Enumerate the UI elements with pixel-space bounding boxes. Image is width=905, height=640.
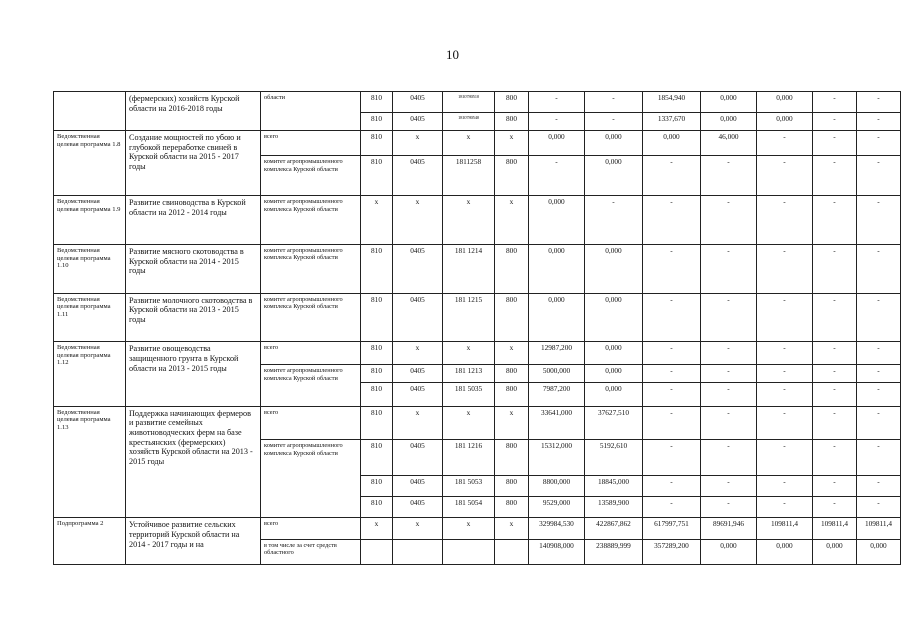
code-cell-c1: 810 [361,131,393,156]
value-cell: - [813,92,857,113]
name-cell: Устойчивое развитие сельских территорий Курской области на 2014 - 2017 годы и на [126,518,261,565]
name-cell: Развитие овощеводства защищенного грунта в Курской области на 2013 - 2015 годы [126,342,261,406]
value-cell: - [857,383,901,406]
code-cell-c2: x [393,131,443,156]
value-cell: 1854,940 [643,92,701,113]
budget-table [53,91,901,565]
value-cell: - [701,383,757,406]
name-cell: Развитие свиноводства в Курской области на 2012 - 2014 годы [126,196,261,245]
value-cell: 109811,4 [813,518,857,539]
code-cell-c4: 800 [495,156,529,196]
value-cell: 1337,670 [643,113,701,131]
name-cell: Развитие молочного скотоводства в Курской области на 2013 - 2015 годы [126,293,261,342]
code-cell-c2: x [393,342,443,365]
program-cell: Ведомственная целевая программа 1.10 [54,245,126,294]
code-cell-c1: 810 [361,440,393,476]
value-cell: 13589,900 [585,497,643,518]
value-cell: 0,000 [813,539,857,564]
value-cell: - [757,131,813,156]
program-cell: Ведомственная целевая программа 1.9 [54,196,126,245]
value-cell: - [701,342,757,365]
code-cell-c2 [393,539,443,564]
value-cell: 0,000 [529,245,585,294]
name-cell: (фермерских) хозяйств Курской области на 2016-2018 годы [126,92,261,131]
code-cell-c2: 0405 [393,293,443,342]
value-cell: - [813,383,857,406]
value-cell: - [813,131,857,156]
value-cell: - [643,365,701,383]
value-cell: - [529,92,585,113]
code-cell-c4: x [495,131,529,156]
program-cell: Ведомственная целевая программа 1.8 [54,131,126,196]
code-cell-c4: x [495,196,529,245]
value-cell: - [757,440,813,476]
code-cell-c3: 1811258 [443,156,495,196]
value-cell: 0,000 [643,131,701,156]
code-cell-c4 [495,539,529,564]
code-cell-c1: x [361,518,393,539]
value-cell: - [701,156,757,196]
value-cell: 0,000 [585,383,643,406]
value-cell: - [701,497,757,518]
value-cell: - [643,440,701,476]
value-cell: - [643,406,701,440]
code-cell-c2: 0405 [393,92,443,113]
executor-cell: всего [261,406,361,440]
executor-cell: в том числе за счет средств областного [261,539,361,564]
value-cell: - [701,365,757,383]
program-cell: Ведомственная целевая программа 1.12 [54,342,126,406]
value-cell: - [857,365,901,383]
executor-cell: всего [261,518,361,539]
value-cell: 5000,000 [529,365,585,383]
code-cell-c4: 800 [495,497,529,518]
value-cell: - [643,497,701,518]
value-cell: - [757,342,813,365]
code-cell-c4: 800 [495,476,529,497]
value-cell: 0,000 [701,92,757,113]
value-cell: - [757,196,813,245]
value-cell: - [813,113,857,131]
code-cell-c1 [361,539,393,564]
code-cell-c3: 181 1216 [443,440,495,476]
executor-cell: комитет агропромышленного комплекса Курской области [261,156,361,196]
code-cell-c2: 0405 [393,156,443,196]
value-cell: - [857,293,901,342]
value-cell: - [701,196,757,245]
value-cell: - [857,92,901,113]
program-cell: Ведомственная целевая программа 1.11 [54,293,126,342]
value-cell: 109811,4 [757,518,813,539]
value-cell: - [813,476,857,497]
program-cell: Ведомственная целевая программа 1.13 [54,406,126,518]
value-cell: 0,000 [529,131,585,156]
value-cell: - [857,497,901,518]
code-cell-c3: 1810780510 [443,92,495,113]
value-cell: - [813,497,857,518]
code-cell-c3: 181 1214 [443,245,495,294]
executor-cell: области [261,92,361,131]
executor-cell: комитет агропромышленного комплекса Курской области [261,293,361,342]
value-cell: 140908,000 [529,539,585,564]
value-cell: 12987,200 [529,342,585,365]
code-cell-c1: 810 [361,245,393,294]
code-cell-c2: 0405 [393,113,443,131]
value-cell: - [701,440,757,476]
table-row [54,196,901,245]
value-cell: - [757,497,813,518]
executor-cell: комитет агропромышленного комплекса Курской области [261,365,361,406]
code-cell-c4: x [495,518,529,539]
code-cell-c3: x [443,518,495,539]
code-cell-c2: 0405 [393,476,443,497]
value-cell: 33641,000 [529,406,585,440]
code-cell-c3: x [443,196,495,245]
value-cell: - [585,196,643,245]
code-cell-c4: 800 [495,383,529,406]
value-cell: - [857,245,901,294]
code-cell-c1: 810 [361,342,393,365]
value-cell: 0,000 [701,113,757,131]
code-cell-c1: x [361,196,393,245]
value-cell: 0,000 [757,539,813,564]
value-cell: - [643,383,701,406]
value-cell: 89691,946 [701,518,757,539]
code-cell-c2: x [393,406,443,440]
value-cell: - [857,196,901,245]
code-cell-c2: 0405 [393,245,443,294]
value-cell: 0,000 [585,365,643,383]
value-cell: - [857,476,901,497]
value-cell: 15312,000 [529,440,585,476]
code-cell-c4: 800 [495,92,529,113]
value-cell: - [757,245,813,294]
value-cell: - [857,131,901,156]
value-cell: 109811,4 [857,518,901,539]
code-cell-c3: x [443,131,495,156]
code-cell-c3: 181 5053 [443,476,495,497]
code-cell-c1: 810 [361,406,393,440]
value-cell: - [857,113,901,131]
value-cell: - [857,440,901,476]
value-cell: 0,000 [529,196,585,245]
value-cell: - [701,293,757,342]
value-cell: - [643,196,701,245]
code-cell-c1: 810 [361,476,393,497]
table-row [54,245,901,294]
executor-cell: всего [261,131,361,156]
value-cell: - [585,113,643,131]
code-cell-c2: 0405 [393,383,443,406]
code-cell-c3: 181 1213 [443,365,495,383]
value-cell: - [813,440,857,476]
value-cell: 238889,999 [585,539,643,564]
table-row [54,406,901,440]
table-row [54,131,901,156]
value-cell: - [643,293,701,342]
table-row [54,293,901,342]
code-cell-c3: 1810780540 [443,113,495,131]
code-cell-c2: 0405 [393,440,443,476]
value-cell: - [701,245,757,294]
value-cell: 357289,200 [643,539,701,564]
code-cell-c4: 800 [495,293,529,342]
program-cell: Подпрограмма 2 [54,518,126,565]
table-row [54,342,901,365]
value-cell: 0,000 [585,131,643,156]
executor-cell: всего [261,342,361,365]
value-cell: - [701,476,757,497]
code-cell-c1: 810 [361,156,393,196]
code-cell-c4: x [495,406,529,440]
value-cell: - [757,156,813,196]
code-cell-c3: 181 5035 [443,383,495,406]
code-cell-c2: x [393,196,443,245]
value-cell: - [757,406,813,440]
value-cell: - [529,113,585,131]
value-cell: 422867,862 [585,518,643,539]
value-cell: - [757,365,813,383]
code-cell-c3: x [443,406,495,440]
value-cell: - [857,342,901,365]
value-cell: - [813,293,857,342]
value-cell: 329984,530 [529,518,585,539]
value-cell: 46,000 [701,131,757,156]
value-cell: - [643,476,701,497]
value-cell: - [813,406,857,440]
code-cell-c2: x [393,518,443,539]
executor-cell: комитет агропромышленного комплекса Курской области [261,196,361,245]
value-cell: - [813,156,857,196]
value-cell: - [757,476,813,497]
program-cell [54,92,126,131]
value-cell: 0,000 [857,539,901,564]
value-cell: 5192,610 [585,440,643,476]
value-cell: 7987,200 [529,383,585,406]
value-cell: - [757,293,813,342]
value-cell: 0,000 [529,293,585,342]
value-cell: 0,000 [585,156,643,196]
table-row [54,92,901,113]
value-cell: 0,000 [757,113,813,131]
value-cell: 0,000 [757,92,813,113]
name-cell: Создание мощностей по убою и глубокой переработке свиней в Курской области на 2015 - 2017 годы [126,131,261,196]
value-cell: - [813,245,857,294]
code-cell-c1: 810 [361,293,393,342]
value-cell: 0,000 [585,342,643,365]
code-cell-c4: x [495,342,529,365]
code-cell-c4: 800 [495,365,529,383]
code-cell-c4: 800 [495,245,529,294]
value-cell: - [529,156,585,196]
value-cell: - [857,406,901,440]
name-cell: Поддержка начинающих фермеров и развитие семейных животноводческих ферм на базе крестьянских (фермерских) хозяйств Курской области на 2013 - 2015 годы [126,406,261,518]
value-cell: 0,000 [585,293,643,342]
value-cell: - [857,156,901,196]
page-number: 10 [446,47,459,62]
value-cell: - [585,92,643,113]
value-cell: - [643,245,701,294]
executor-cell: комитет агропромышленного комплекса Курской области [261,440,361,518]
value-cell: - [643,156,701,196]
value-cell: - [643,342,701,365]
code-cell-c1: 810 [361,113,393,131]
code-cell-c1: 810 [361,497,393,518]
table-row [54,518,901,539]
code-cell-c3: x [443,342,495,365]
code-cell-c3: 181 5054 [443,497,495,518]
value-cell: - [757,383,813,406]
value-cell: 617997,751 [643,518,701,539]
executor-cell: комитет агропромышленного комплекса Курской области [261,245,361,294]
code-cell-c1: 810 [361,365,393,383]
value-cell: 37627,510 [585,406,643,440]
code-cell-c3 [443,539,495,564]
name-cell: Развитие мясного скотоводства в Курской области на 2014 - 2015 годы [126,245,261,294]
value-cell: 9529,000 [529,497,585,518]
value-cell: 8800,000 [529,476,585,497]
value-cell: 0,000 [585,245,643,294]
code-cell-c2: 0405 [393,365,443,383]
value-cell: 18845,000 [585,476,643,497]
code-cell-c3: 181 1215 [443,293,495,342]
code-cell-c1: 810 [361,92,393,113]
value-cell: - [813,365,857,383]
code-cell-c4: 800 [495,113,529,131]
value-cell: - [813,196,857,245]
code-cell-c4: 800 [495,440,529,476]
code-cell-c1: 810 [361,383,393,406]
code-cell-c2: 0405 [393,497,443,518]
value-cell: 0,000 [701,539,757,564]
value-cell: - [813,342,857,365]
value-cell: - [701,406,757,440]
